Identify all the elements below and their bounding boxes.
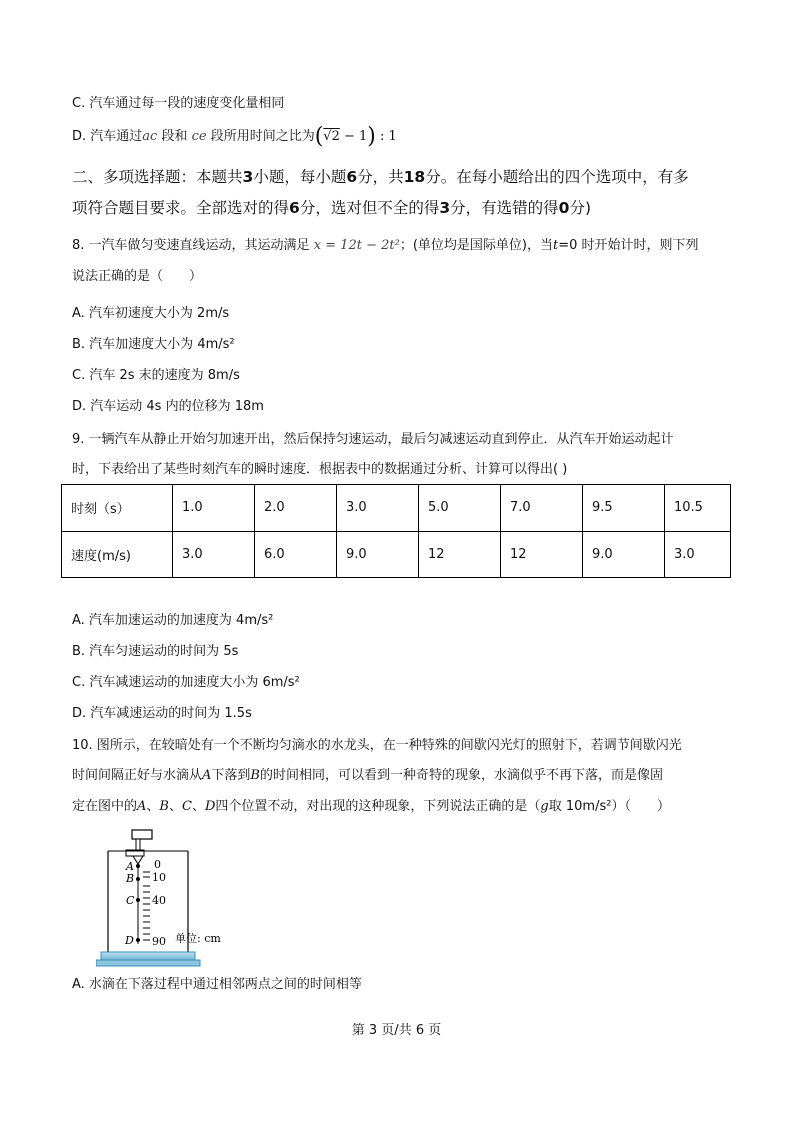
q10-l3-D: D [204, 799, 216, 814]
table-cell: 12 [501, 531, 583, 578]
q8-stem-c: =0 时开始计时，则下列 [558, 238, 699, 253]
q8-stem-t: t [552, 238, 559, 253]
tick-label-40: 40 [152, 894, 166, 907]
faucet-icon [126, 830, 152, 864]
q7-option-d-text-1: D. 汽车通过 [72, 129, 143, 144]
drop-point-a [136, 864, 140, 868]
section2-heading-line2 [72, 197, 591, 219]
q10-l2-c: 的时间相同，可以看到一种奇特的现象，水滴似乎不再下落，而是像固 [259, 768, 663, 783]
q10-l3-b: 四个位置不动，对出现的这种现象，下列说法正确的是（ [215, 799, 541, 814]
q9-stem-line2: 时，下表给出了某些时刻汽车的瞬时速度．根据表中的数据通过分析、计算可以得出( ) [72, 462, 568, 477]
q7-option-c: C. 汽车通过每一段的速度变化量相同 [72, 96, 285, 111]
q7-ratio-open-paren: ( [314, 124, 324, 149]
table-cell: 10.5 [665, 485, 731, 532]
tick-label-10: 10 [152, 871, 166, 884]
table-cell: 5.0 [419, 485, 501, 532]
q7-option-d [72, 124, 397, 149]
section2-l1-a: 二、多项选择题：本题共 [72, 168, 243, 186]
table-cell: 7.0 [501, 485, 583, 532]
table-cell: 1.0 [173, 485, 255, 532]
q10-l2-a: 时间间隔正好与水滴从 [72, 768, 203, 783]
q7-option-d-ce: ce [191, 129, 207, 144]
table-cell: 12 [419, 531, 501, 578]
q10-stem-line3 [72, 798, 670, 816]
drop-point-c [136, 898, 140, 902]
point-label-b: B [126, 872, 135, 885]
q9-stem-line1: 9. 一辆汽车从静止开始匀加速开出，然后保持匀速运动，最后匀减速运动直到停止．从汽车开始运动起计 [72, 432, 674, 447]
table-cell: 3.0 [337, 485, 419, 532]
q10-faucet-figure [96, 826, 376, 972]
q8-formula: x = 12t − 2t² [313, 238, 400, 253]
q8-option-b: B. 汽车加速度大小为 4m/s² [72, 337, 235, 352]
point-label-d: D [125, 934, 134, 947]
table-cell: 3.0 [173, 531, 255, 578]
table-cell: 9.0 [337, 531, 419, 578]
q10-l3-A: A [137, 799, 147, 814]
table-cell: 2.0 [255, 485, 337, 532]
section2-l1-points: 6 [346, 168, 358, 186]
table-row [62, 531, 731, 578]
scale-ticks [143, 872, 150, 940]
q7-ratio-minus: − 1 [339, 129, 368, 144]
q8-stem-line1 [72, 237, 699, 255]
drop-point-b [136, 877, 140, 881]
q7-option-d-text-3: 段所用时间之比为 [206, 129, 315, 144]
table-header-time: 时刻（s） [62, 485, 173, 532]
section2-l2-full: 6 [289, 199, 300, 217]
section2-l1-c: 小题，每小题 [253, 168, 347, 186]
point-label-a: A [126, 860, 134, 873]
q10-option-a: A. 水滴在下落过程中通过相邻两点之间的时间相等 [72, 977, 362, 992]
q9-option-d: D. 汽车减速运动的时间为 1.5s [72, 706, 252, 721]
q10-l3-B: B [159, 799, 169, 814]
section2-l2-wrong: 0 [558, 199, 570, 217]
unit-label: 单位: cm [175, 932, 221, 945]
section2-l1-count: 3 [242, 168, 254, 186]
q8-option-c: C. 汽车 2s 末的速度为 8m/s [72, 368, 240, 383]
tick-label-0: 0 [154, 858, 161, 871]
section2-l2-g: 分) [569, 199, 591, 217]
section2-l2-c: 分，选对但不全的得 [299, 199, 440, 217]
q10-l3-g: g [540, 799, 549, 814]
q9-option-c: C. 汽车减速运动的加速度大小为 6m/s² [72, 675, 300, 690]
q8-option-d: D. 汽车运动 4s 内的位移为 18m [72, 399, 264, 414]
q9-data-table [61, 484, 731, 578]
point-label-c: C [126, 894, 135, 907]
section2-l2-e: 分，有选错的得 [450, 199, 559, 217]
page-footer: 第 3 页/共 6 页 [351, 1023, 442, 1038]
q10-l3-C: C [182, 799, 192, 814]
q7-option-d-ac: ac [142, 129, 158, 144]
q10-l2-A: A [202, 768, 212, 783]
table-cell: 3.0 [665, 531, 731, 578]
drop-point-d [136, 938, 140, 942]
q9-option-a: A. 汽车加速运动的加速度为 4m/s² [72, 613, 274, 628]
section2-l1-e: 分，共 [357, 168, 404, 186]
q7-ratio-close-paren: ) [367, 124, 376, 149]
q7-ratio-sqrt: √2 [323, 129, 340, 144]
section2-l1-g: 分。在每小题给出的四个选项中，有多 [425, 168, 689, 186]
q10-l3-a: 定在图中的 [72, 799, 138, 814]
q10-l2-B: B [250, 768, 260, 783]
q8-stem-a: 8. 一汽车做匀变速直线运动，其运动满足 [72, 238, 310, 253]
table-row [62, 485, 731, 532]
section2-heading-line1 [72, 166, 689, 188]
q10-l3-sep: 、 [191, 799, 205, 814]
q9-option-b: B. 汽车匀速运动的时间为 5s [72, 644, 239, 659]
section2-l2-partial: 3 [439, 199, 451, 217]
q10-l3-sep: 、 [168, 799, 182, 814]
q10-stem-line2 [72, 767, 663, 785]
q7-option-d-text-2: 段和 [157, 129, 192, 144]
q10-stem-line1: 10. 图所示，在较暗处有一个不断均匀滴水的水龙头，在一种特殊的间歇闪光灯的照射下，若调节间歇闪光 [72, 738, 682, 753]
q8-stem-line2: 说法正确的是（ ） [72, 269, 203, 284]
table-cell: 9.5 [583, 485, 665, 532]
tick-label-90: 90 [152, 935, 166, 948]
q10-l3-sep: 、 [146, 799, 160, 814]
section2-l1-total: 18 [403, 168, 426, 186]
table-cell: 6.0 [255, 531, 337, 578]
section2-l2-a: 项符合题目要求。全部选对的得 [72, 199, 290, 217]
q7-ratio-tail: : 1 [375, 129, 397, 144]
table-header-speed: 速度(m/s) [62, 531, 173, 578]
q8-option-a: A. 汽车初速度大小为 2m/s [72, 306, 230, 321]
q10-l3-c: 取 10m/s²）（ ） [548, 799, 670, 814]
cylinder-icon [96, 851, 200, 966]
table-cell: 9.0 [583, 531, 665, 578]
q8-stem-b: ；(单位均是国际单位)，当 [399, 238, 553, 253]
q10-l2-b: 下落到 [211, 768, 251, 783]
